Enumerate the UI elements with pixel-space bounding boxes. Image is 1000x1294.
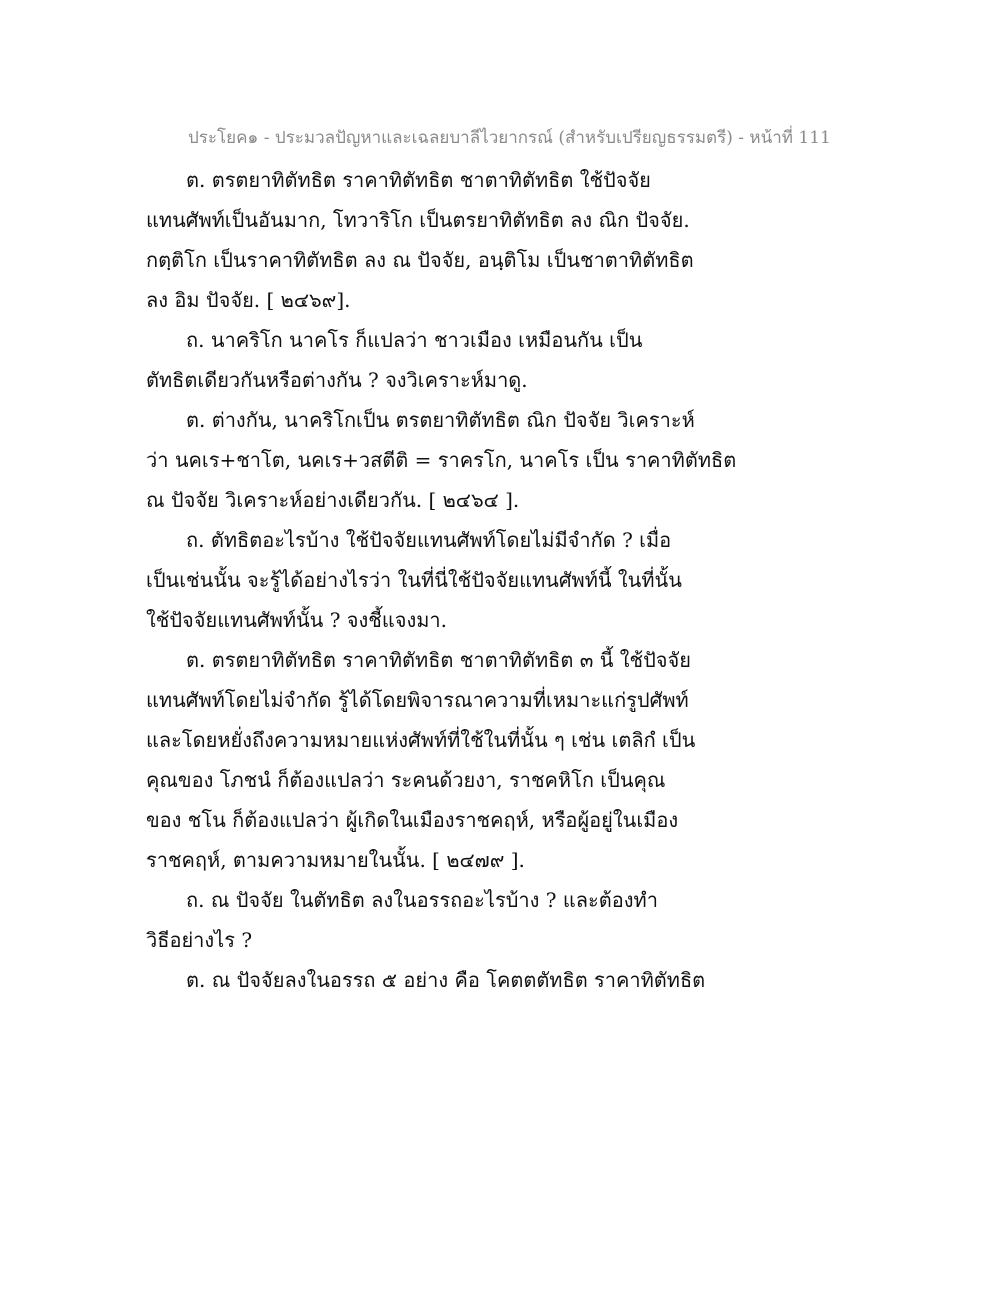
document-body <box>146 160 737 1000</box>
text-line: ใช้ปัจจัยแทนศัพท์นั้น ? จงชี้แจงมา. <box>146 608 447 632</box>
text-line: ต. ตรตยาทิตัทธิต ราคาทิตัทธิต ชาตาทิตัทธิต ใช้ปัจจัย <box>186 168 651 192</box>
text-line: วิธีอย่างไร ? <box>146 928 253 952</box>
text-line: แทนศัพท์โดยไม่จำกัด รู้ได้โดยพิจารณาความที่เหมาะแก่รูปศัพท์ <box>146 688 689 712</box>
text-line: ต. ณ ปัจจัยลงในอรรถ ๕ อย่าง คือ โคตตตัทธิต ราคาทิตัทธิต <box>186 968 706 992</box>
text-line: กตฺติโก เป็นราคาทิตัทธิต ลง ณ ปัจจัย, อนฺติโม เป็นชาตาทิตัทธิต <box>146 248 694 272</box>
text-line: ถ. นาคริโก นาคโร ก็แปลว่า ชาวเมือง เหมือนกัน เป็น <box>186 328 643 352</box>
text-line: ถ. ตัทธิตอะไรบ้าง ใช้ปัจจัยแทนศัพท์โดยไม่มีจำกัด ? เมื่อ <box>186 528 672 552</box>
text-line: ราชคฤห์, ตามความหมายในนั้น. [ ๒๔๗๙ ]. <box>146 848 525 872</box>
text-line: ต. ตรตยาทิตัทธิต ราคาทิตัทธิต ชาตาทิตัทธิต ๓ นี้ ใช้ปัจจัย <box>186 648 691 672</box>
text-line: และโดยหยั่งถึงความหมายแห่งศัพท์ที่ใช้ในที่นั้น ๆ เช่น เตลิกํ เป็น <box>146 728 696 752</box>
text-line: ของ ชโน ก็ต้องแปลว่า ผู้เกิดในเมืองราชคฤห์, หรือผู้อยู่ในเมือง <box>146 808 679 832</box>
text-line: ณ ปัจจัย วิเคราะห์อย่างเดียวกัน. [ ๒๔๖๔ ]. <box>146 488 520 512</box>
page-header: ประโยค๑ - ประมวลปัญหาและเฉลยบาลีไวยากรณ์ (สำหรับเปรียญธรรมตรี) - หน้าที่ 111 <box>188 128 831 148</box>
text-line: แทนศัพท์เป็นอันมาก, โทวาริโก เป็นตรยาทิตัทธิต ลง ณิก ปัจจัย. <box>146 208 690 232</box>
text-line: ตัทธิตเดียวกันหรือต่างกัน ? จงวิเคราะห์มาดู. <box>146 368 528 392</box>
text-line: คุณของ โภชนํ ก็ต้องแปลว่า ระคนด้วยงา, ราชคหิโก เป็นคุณ <box>146 768 666 792</box>
text-line: ต. ต่างกัน, นาคริโกเป็น ตรตยาทิตัทธิต ณิก ปัจจัย วิเคราะห์ <box>186 408 695 432</box>
text-line: ลง อิม ปัจจัย. [ ๒๔๖๙]. <box>146 288 351 312</box>
text-line: เป็นเช่นนั้น จะรู้ได้อย่างไรว่า ในที่นี่ใช้ปัจจัยแทนศัพท์นี้ ในที่นั้น <box>146 568 682 592</box>
text-line: ว่า นคเร+ชาโต, นคเร+วสตีติ = ราครโก, นาคโร เป็น ราคาทิตัทธิต <box>146 448 737 472</box>
text-line: ถ. ณ ปัจจัย ในตัทธิต ลงในอรรถอะไรบ้าง ? และต้องทำ <box>186 888 658 912</box>
